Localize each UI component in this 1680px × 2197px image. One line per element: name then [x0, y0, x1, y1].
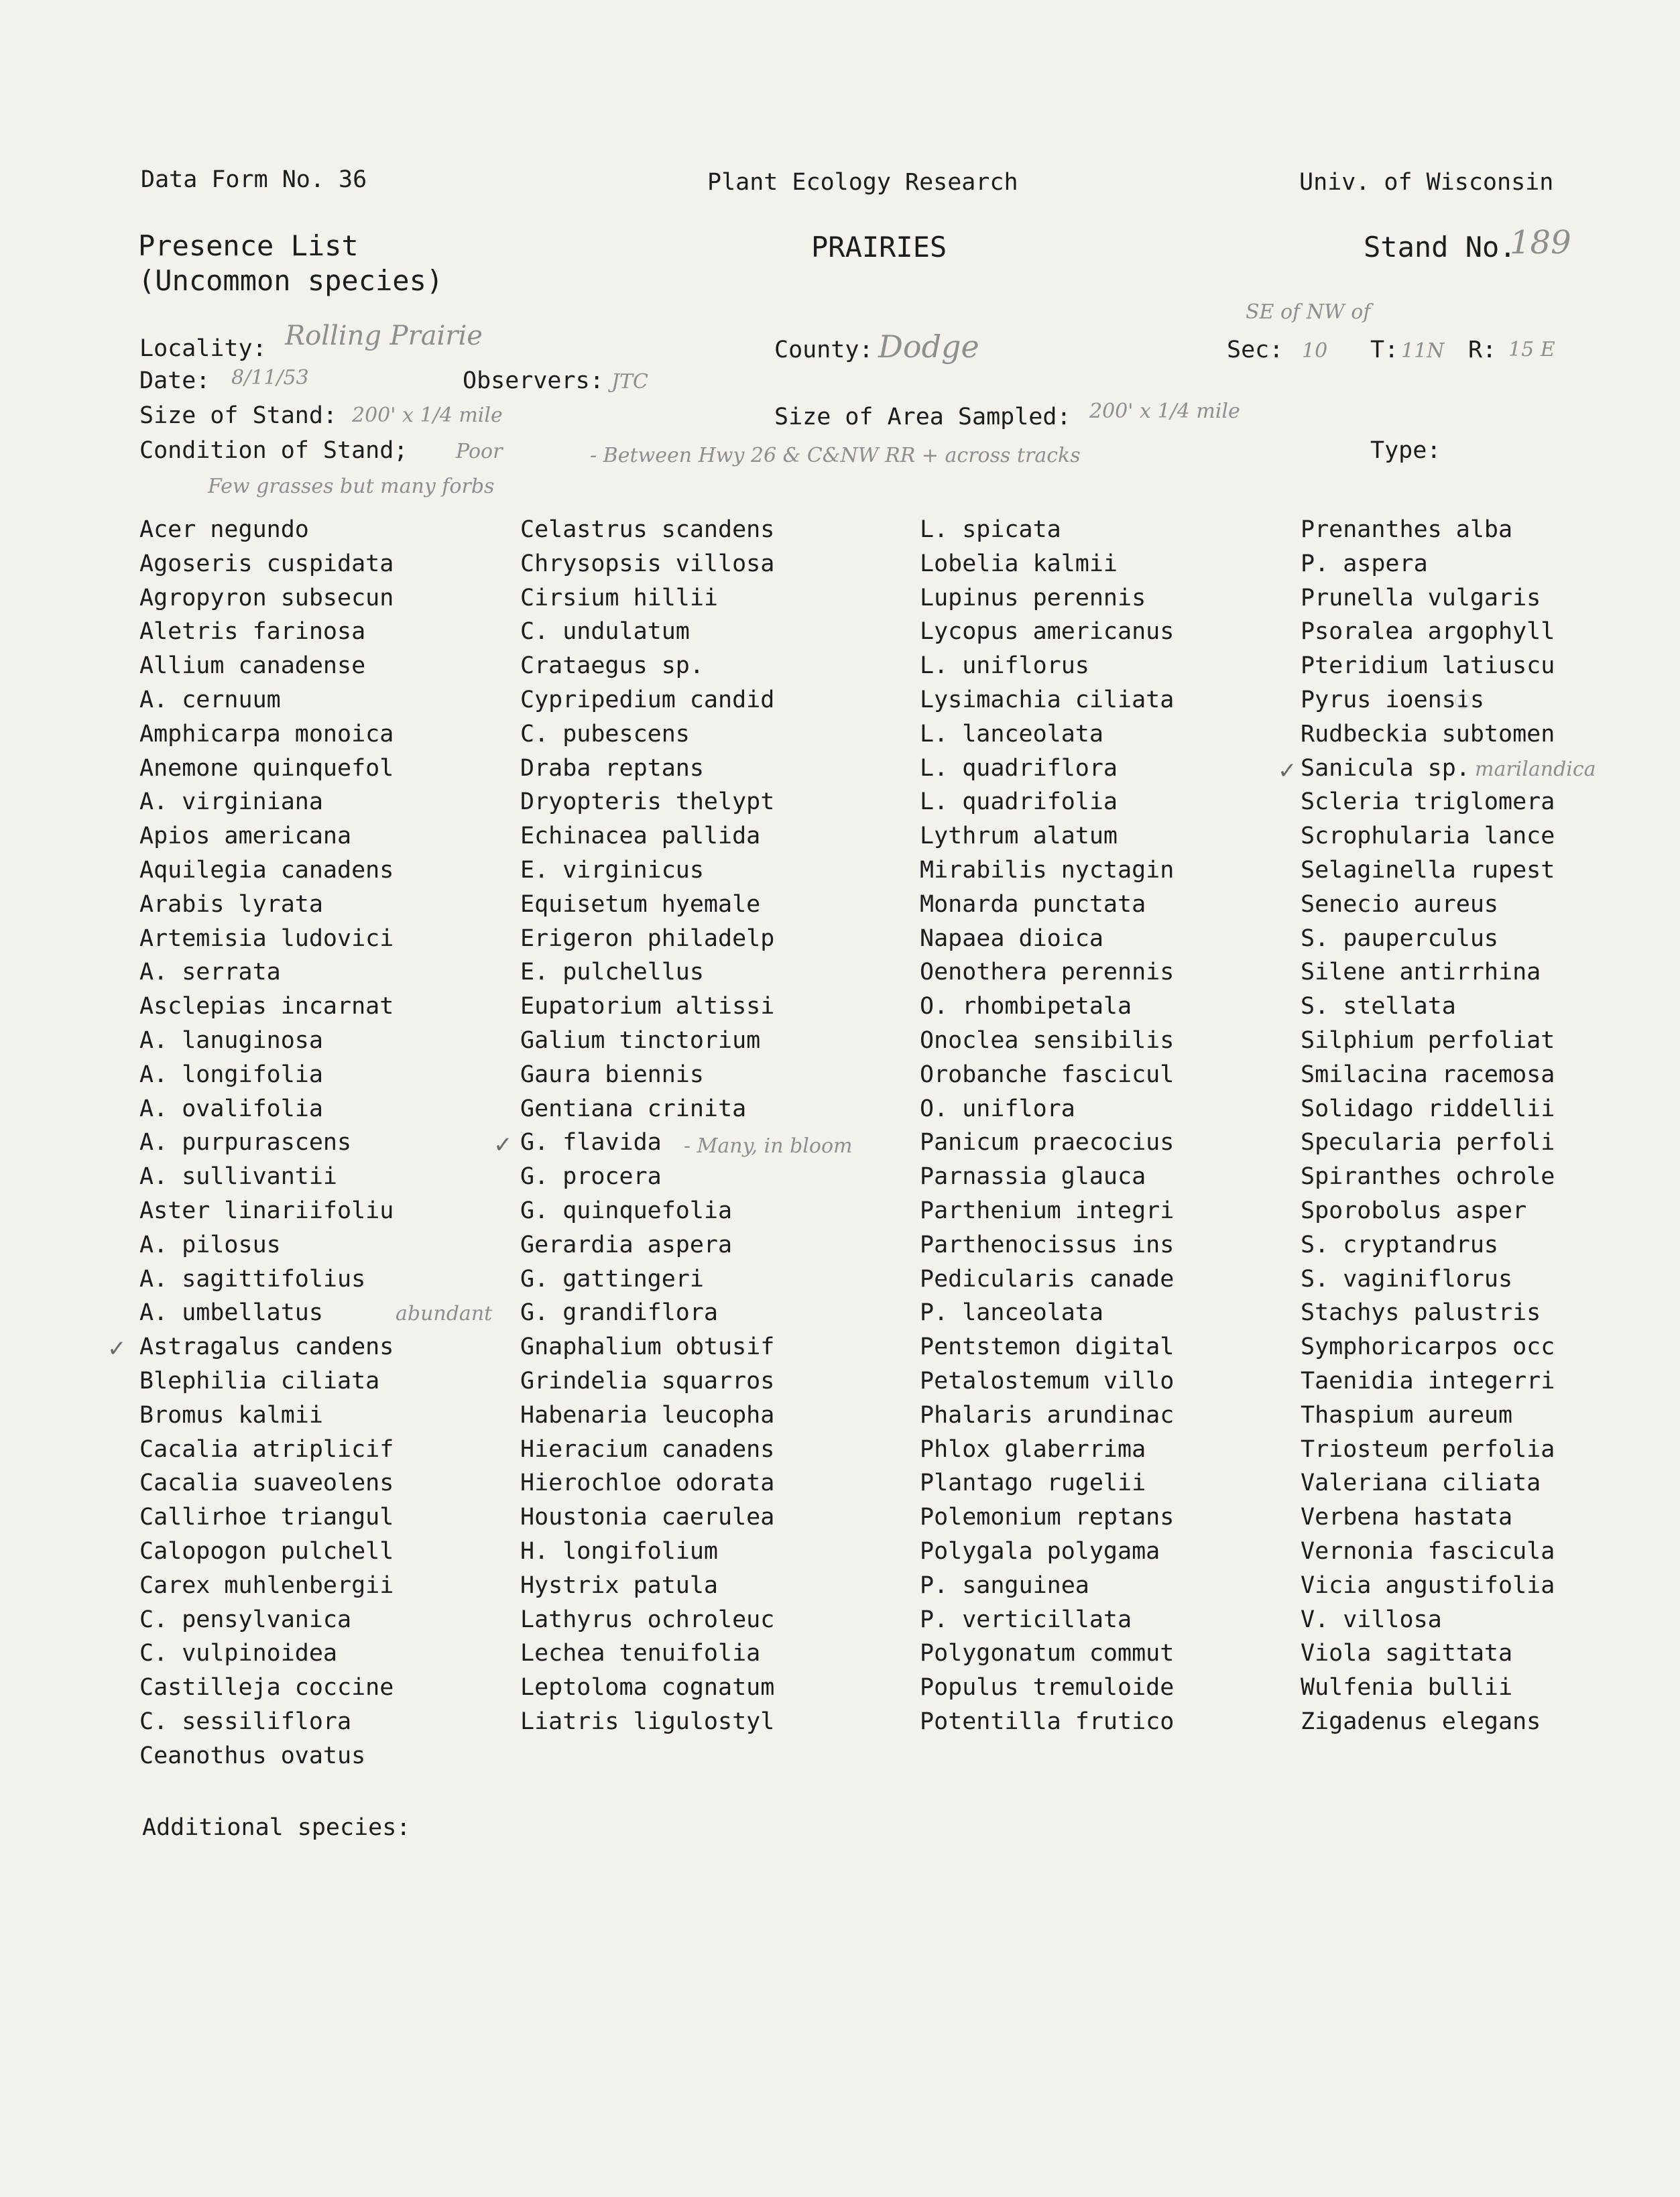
species-item: Verbena hastata — [1301, 1504, 1513, 1531]
sec-value: 10 — [1302, 339, 1328, 363]
umbellatus-annotation: abundant — [396, 1302, 493, 1325]
species-item: A. lanuginosa — [139, 1026, 323, 1054]
species-item: Cacalia atriplicif — [139, 1435, 394, 1463]
condition-note-2: Few grasses but many forbs — [208, 475, 495, 498]
species-item: Gaura biennis — [520, 1061, 704, 1088]
additional-species-label: Additional species: — [142, 1814, 411, 1841]
species-item: A. cernuum — [139, 686, 281, 713]
species-item: S. pauperculus — [1301, 925, 1499, 952]
area-sampled-value: 200' x 1/4 mile — [1089, 400, 1240, 423]
county-label: County: — [774, 337, 874, 363]
species-item: Senecio aureus — [1301, 890, 1499, 918]
range-value: 15 E — [1508, 338, 1555, 361]
species-item: A. purpurascens — [139, 1129, 352, 1156]
observers-label: Observers: — [463, 367, 604, 394]
condition-note: - Between Hwy 26 & C&NW RR + across tracks — [590, 444, 1081, 467]
species-item: P. aspera — [1301, 550, 1428, 577]
species-item: Lysimachia ciliata — [920, 686, 1175, 713]
species-item: E. pulchellus — [520, 959, 704, 986]
species-item: A. umbellatus — [139, 1299, 323, 1327]
species-item: A. serrata — [139, 959, 281, 986]
species-item: G. flavida — [520, 1129, 662, 1156]
species-item: Sanicula sp. — [1301, 754, 1470, 782]
stand-number-label: Stand No. — [1364, 231, 1516, 263]
species-item: Mirabilis nyctagin — [920, 856, 1175, 884]
species-item: Pedicularis canade — [920, 1265, 1175, 1293]
flavida-annotation: - Many, in bloom — [684, 1134, 853, 1158]
species-item: Lycopus americanus — [920, 618, 1175, 646]
species-item: Solidago riddellii — [1301, 1095, 1555, 1122]
species-item: Hystrix patula — [520, 1571, 719, 1599]
species-item: A. virginiana — [139, 788, 323, 816]
species-item: V. villosa — [1301, 1606, 1442, 1633]
township-value: 11N — [1401, 339, 1445, 363]
species-item: H. longifolium — [520, 1537, 719, 1565]
species-item: Oenothera perennis — [920, 959, 1175, 986]
species-item: Allium canadense — [139, 652, 366, 680]
species-item: Pyrus ioensis — [1301, 686, 1484, 713]
date-value: 8/11/53 — [231, 366, 309, 390]
species-column-1 — [139, 513, 515, 1773]
species-item: G. gattingeri — [520, 1265, 704, 1293]
check-mark-icon: ✓ — [1278, 758, 1297, 784]
species-item: Calopogon pulchell — [139, 1537, 394, 1565]
species-item: C. vulpinoidea — [139, 1640, 338, 1667]
species-item: Rudbeckia subtomen — [1301, 720, 1555, 748]
species-item: Cirsium hillii — [520, 584, 719, 611]
species-item: Amphicarpa monoica — [139, 720, 394, 748]
check-mark-icon: ✓ — [107, 1335, 127, 1362]
organization: Plant Ecology Research — [707, 169, 1018, 196]
species-item: Hieracium canadens — [520, 1435, 775, 1463]
species-item: E. virginicus — [520, 856, 704, 884]
species-item: Phlox glaberrima — [920, 1435, 1146, 1463]
species-item: S. cryptandrus — [1301, 1231, 1499, 1258]
species-item: Lechea tenuifolia — [520, 1640, 761, 1667]
species-item: Pentstemon digital — [920, 1333, 1175, 1361]
species-item: P. verticillata — [920, 1606, 1132, 1633]
species-item: Silphium perfoliat — [1301, 1026, 1555, 1054]
species-item: Agropyron subsecun — [139, 584, 394, 611]
locality-value: Rolling Prairie — [285, 320, 483, 351]
species-item: Spiranthes ochrole — [1301, 1163, 1555, 1191]
township-label: T: — [1370, 337, 1399, 363]
species-item: Prunella vulgaris — [1301, 584, 1541, 611]
species-item: Equisetum hyemale — [520, 890, 761, 918]
section-note: SE of NW of — [1246, 300, 1371, 324]
species-item: Lobelia kalmii — [920, 550, 1118, 577]
species-item: Polemonium reptans — [920, 1504, 1175, 1531]
species-item: Anemone quinquefol — [139, 754, 394, 782]
species-item: A. pilosus — [139, 1231, 281, 1258]
check-mark-icon: ✓ — [493, 1132, 513, 1159]
species-item: A. sagittifolius — [139, 1265, 366, 1293]
range-label: R: — [1468, 337, 1497, 363]
species-item: Pteridium latiuscu — [1301, 652, 1555, 680]
species-item: P. sanguinea — [920, 1571, 1089, 1599]
species-item: Phalaris arundinac — [920, 1401, 1175, 1429]
species-item: Aquilegia canadens — [139, 856, 394, 884]
area-sampled-label: Size of Area Sampled: — [774, 404, 1071, 430]
species-item: Callirhoe triangul — [139, 1504, 394, 1531]
county-value: Dodge — [878, 329, 979, 365]
species-item: Scrophularia lance — [1301, 823, 1555, 850]
species-item: Agoseris cuspidata — [139, 550, 394, 577]
species-item: Sporobolus asper — [1301, 1197, 1527, 1224]
species-item: Polygonatum commut — [920, 1640, 1175, 1667]
stand-number-value: 189 — [1510, 224, 1571, 261]
species-item: Bromus kalmii — [139, 1401, 323, 1429]
species-item: Gentiana crinita — [520, 1095, 747, 1122]
species-item: Plantago rugelii — [920, 1470, 1146, 1497]
species-item: Polygala polygama — [920, 1537, 1160, 1565]
species-item: Draba reptans — [520, 754, 704, 782]
species-item: Galium tinctorium — [520, 1026, 761, 1054]
species-item: Panicum praecocius — [920, 1129, 1175, 1156]
species-item: Blephilia ciliata — [139, 1367, 380, 1394]
stand-size-label: Size of Stand: — [139, 402, 338, 429]
species-item: Wulfenia bullii — [1301, 1674, 1513, 1702]
species-item: Populus tremuloide — [920, 1674, 1175, 1702]
species-item: Psoralea argophyll — [1301, 618, 1555, 646]
species-item: Aster linariifoliu — [139, 1197, 394, 1224]
species-item: Liatris ligulostyl — [520, 1708, 775, 1735]
species-item: Taenidia integerri — [1301, 1367, 1555, 1394]
list-title: Presence List — [138, 229, 359, 262]
species-item: Houstonia caerulea — [520, 1504, 775, 1531]
species-item: G. grandiflora — [520, 1299, 719, 1327]
species-item: Aletris farinosa — [139, 618, 366, 646]
species-item: Onoclea sensibilis — [920, 1026, 1175, 1054]
species-item: Napaea dioica — [920, 925, 1103, 952]
species-item: Artemisia ludovici — [139, 925, 394, 952]
species-item: L. lanceolata — [920, 720, 1103, 748]
observers-value: JTC — [611, 370, 648, 394]
species-column-3 — [920, 513, 1295, 1739]
species-item: Apios americana — [139, 823, 352, 850]
species-item: Ceanothus ovatus — [139, 1742, 366, 1769]
species-item: L. uniflorus — [920, 652, 1089, 680]
species-item: S. vaginiflorus — [1301, 1265, 1513, 1293]
species-item: Eupatorium altissi — [520, 993, 775, 1020]
species-item: Echinacea pallida — [520, 823, 761, 850]
community-type-title: PRAIRIES — [811, 231, 947, 263]
species-item: Stachys palustris — [1301, 1299, 1541, 1327]
species-item: C. pensylvanica — [139, 1606, 352, 1633]
species-item: Potentilla frutico — [920, 1708, 1175, 1735]
species-item: Vernonia fascicula — [1301, 1537, 1555, 1565]
species-item: Chrysopsis villosa — [520, 550, 775, 577]
form-number: Data Form No. 36 — [141, 166, 367, 193]
species-item: L. quadriflora — [920, 754, 1118, 782]
date-label: Date: — [139, 367, 211, 394]
species-item: Astragalus candens — [139, 1333, 394, 1361]
species-item: L. spicata — [920, 516, 1061, 543]
species-item: Acer negundo — [139, 516, 309, 543]
species-item: Lathyrus ochroleuc — [520, 1606, 775, 1633]
condition-label: Condition of Stand; — [139, 437, 408, 464]
species-item: L. quadrifolia — [920, 788, 1118, 816]
species-item: Monarda punctata — [920, 890, 1146, 918]
species-item: O. rhombipetala — [920, 993, 1132, 1020]
species-item: Smilacina racemosa — [1301, 1061, 1555, 1088]
species-item: Valeriana ciliata — [1301, 1470, 1541, 1497]
pencil-dot-icon — [1455, 693, 1471, 709]
species-item: Lythrum alatum — [920, 823, 1118, 850]
species-item: Grindelia squarros — [520, 1367, 775, 1394]
species-item: C. undulatum — [520, 618, 690, 646]
species-item: Symphoricarpos occ — [1301, 1333, 1555, 1361]
species-item: Triosteum perfolia — [1301, 1435, 1555, 1463]
sanicula-annotation: marilandica — [1475, 758, 1596, 781]
species-item: Erigeron philadelp — [520, 925, 775, 952]
species-item: Prenanthes alba — [1301, 516, 1513, 543]
species-item: Cypripedium candid — [520, 686, 775, 713]
species-column-4 — [1301, 513, 1676, 1739]
species-item: Leptoloma cognatum — [520, 1674, 775, 1702]
species-item: Silene antirrhina — [1301, 959, 1541, 986]
species-item: Castilleja coccine — [139, 1674, 394, 1702]
species-item: Habenaria leucopha — [520, 1401, 775, 1429]
species-item: Carex muhlenbergii — [139, 1571, 394, 1599]
species-item: Specularia perfoli — [1301, 1129, 1555, 1156]
species-item: A. ovalifolia — [139, 1095, 323, 1122]
species-item: Gerardia aspera — [520, 1231, 733, 1258]
species-item: C. sessiliflora — [139, 1708, 352, 1735]
species-item: Viola sagittata — [1301, 1640, 1513, 1667]
species-item: S. stellata — [1301, 993, 1456, 1020]
stand-size-value: 200' x 1/4 mile — [352, 404, 503, 427]
species-item: Parnassia glauca — [920, 1163, 1146, 1191]
species-item: Petalostemum villo — [920, 1367, 1175, 1394]
condition-value: Poor — [456, 440, 503, 463]
list-subtitle: (Uncommon species) — [138, 264, 444, 297]
species-item: Gnaphalium obtusif — [520, 1333, 775, 1361]
species-column-2 — [520, 513, 896, 1739]
species-item: Lupinus perennis — [920, 584, 1146, 611]
species-item: Hierochloe odorata — [520, 1470, 775, 1497]
species-item: Zigadenus elegans — [1301, 1708, 1541, 1735]
species-item: Arabis lyrata — [139, 890, 323, 918]
locality-label: Locality: — [139, 335, 267, 362]
species-item: Vicia angustifolia — [1301, 1571, 1555, 1599]
species-item: G. procera — [520, 1163, 662, 1191]
type-label: Type: — [1370, 437, 1441, 464]
species-item: A. longifolia — [139, 1061, 323, 1088]
species-item: G. quinquefolia — [520, 1197, 733, 1224]
species-item: Scleria triglomera — [1301, 788, 1555, 816]
species-item: Thaspium aureum — [1301, 1401, 1513, 1429]
species-item: Parthenium integri — [920, 1197, 1175, 1224]
species-item: Crataegus sp. — [520, 652, 704, 680]
species-item: P. lanceolata — [920, 1299, 1103, 1327]
sec-label: Sec: — [1227, 337, 1284, 363]
species-item: A. sullivantii — [139, 1163, 338, 1191]
species-item: Cacalia suaveolens — [139, 1470, 394, 1497]
species-item: Asclepias incarnat — [139, 993, 394, 1020]
species-item: Orobanche fascicul — [920, 1061, 1175, 1088]
species-item: O. uniflora — [920, 1095, 1075, 1122]
species-item: C. pubescens — [520, 720, 690, 748]
species-item: Celastrus scandens — [520, 516, 775, 543]
species-item: Parthenocissus ins — [920, 1231, 1175, 1258]
species-item: Selaginella rupest — [1301, 856, 1555, 884]
university: Univ. of Wisconsin — [1299, 169, 1554, 196]
species-item: Dryopteris thelypt — [520, 788, 775, 816]
